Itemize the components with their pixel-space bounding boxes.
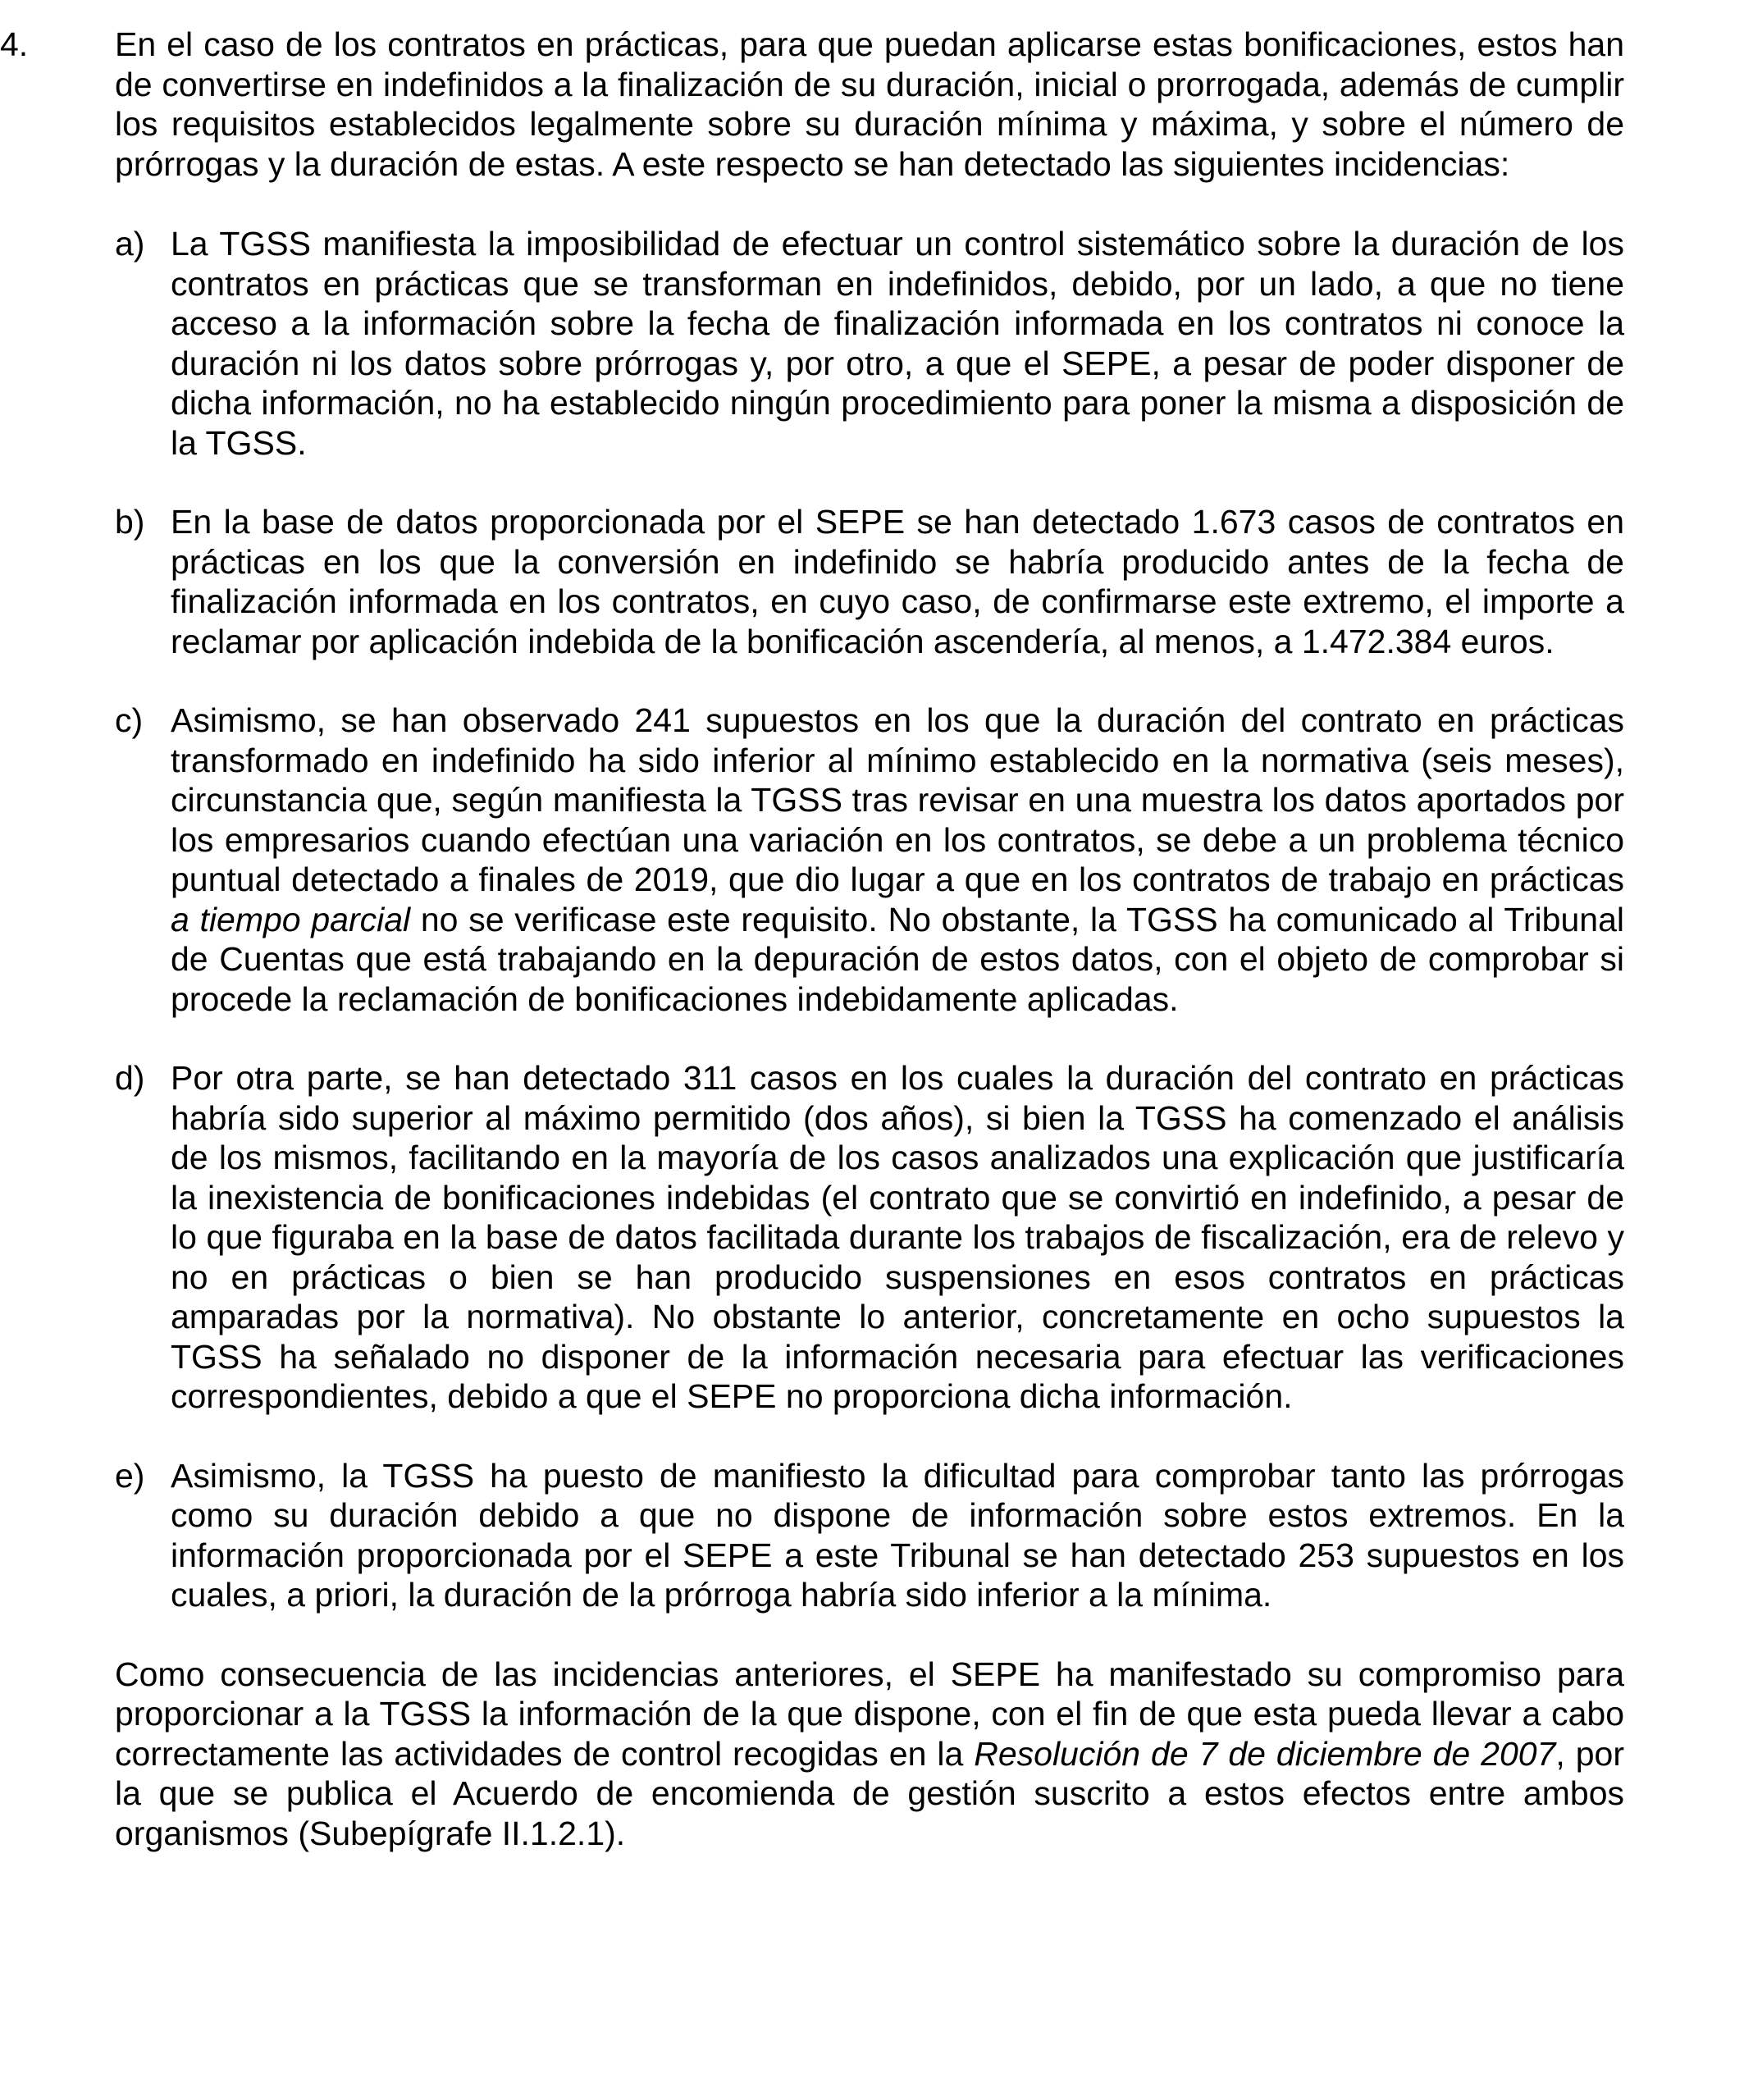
incidence-letter: e) <box>115 1456 145 1495</box>
conclusion-text-start: Como consecuencia de las incidencias anteriores, el SEPE ha manifestado su compromiso para proporcionar a la TGSS la información de la que dispone, con el fin de que esta pueda llevar a cabo correctamente las actividades de control recogidas en la <box>115 1655 1624 1773</box>
incidence-item-e <box>115 1456 1624 1615</box>
point-intro: En el caso de los contratos en prácticas, para que puedan aplicarse estas bonificaciones, estos han de convertirse en indefinidos a la finalización de su duración, inicial o prorrogada, además de cumplir los requisitos establecidos legalmente sobre su duración mínima y máxima, y sobre el número de prórrogas y la duración de estas. A este respecto se han detectado las siguientes incidencias: <box>115 25 1624 183</box>
incidence-letter: a) <box>115 225 145 262</box>
incidence-letter: d) <box>115 1059 145 1097</box>
incidence-text: Asimismo, la TGSS ha puesto de manifiesto la dificultad para comprobar tanto las prórrogas como su duración debido a que no dispone de información sobre estos extremos. En la información proporcionada por el SEPE a este Tribunal se han detectado 253 supuestos en los cuales, a priori, la duración de la prórroga habría sido inferior a la mínima. <box>171 1456 1624 1614</box>
incidence-item-c <box>115 701 1624 1019</box>
point-number: 4. <box>0 25 29 63</box>
incidence-text-end: no se verificase este requisito. No obstante, la TGSS ha comunicado al Tribunal de Cuentas que está trabajando en la depuración de estos datos, con el objeto de comprobar si procede la reclamación de bonificaciones indebidamente aplicadas. <box>171 900 1624 1018</box>
incidence-letter: b) <box>115 503 145 541</box>
conclusion-text-end: , por la que se publica el Acuerdo de encomienda de gestión suscrito a estos efectos entre ambos organismos (Subepígrafe II.1.2.1). <box>115 1734 1624 1852</box>
incidence-text: La TGSS manifiesta la imposibilidad de efectuar un control sistemático sobre la duración de los contratos en prácticas que se transforman en indefinidos, debido, por un lado, a que no tiene acceso a la información sobre la fecha de finalización informada en los contratos ni conoce la duración ni los datos sobre prórrogas y, por otro, a que el SEPE, a pesar de poder disponer de dicha información, no ha establecido ningún procedimiento para poner la misma a disposición de la TGSS. <box>171 225 1624 462</box>
incidence-letter: c) <box>115 701 144 739</box>
incidence-text <box>171 701 1624 1019</box>
incidence-text: Por otra parte, se han detectado 311 casos en los cuales la duración del contrato en prácticas habría sido superior al máximo permitido (dos años), si bien la TGSS ha comenzado el análisis de los mismos, facilitando en la mayoría de los casos analizados una explicación que justificaría la inexistencia de bonificaciones indebidas (el contrato que se convirtió en indefinido, a pesar de lo que figuraba en la base de datos facilitada durante los trabajos de fiscalización, era de relevo y no en prácticas o bien se han producido suspensiones en esos contratos en prácticas amparadas por la normativa). No obstante lo anterior, concretamente en ocho supuestos la TGSS ha señalado no disponer de la información necesaria para efectuar las verificaciones correspondientes, debido a que el SEPE no proporciona dicha información. <box>171 1059 1624 1415</box>
resolution-title: Resolución de 7 de diciembre de 2007 <box>974 1734 1556 1773</box>
incidence-item-a <box>115 224 1624 463</box>
italic-term: a tiempo parcial <box>171 900 411 938</box>
point-4 <box>0 25 1624 1853</box>
conclusion-paragraph <box>115 1655 1624 1854</box>
incidence-text: En la base de datos proporcionada por el SEPE se han detectado 1.673 casos de contratos en prácticas en los que la conversión en indefinido se habría producido antes de la fecha de finalización informada en los contratos, en cuyo caso, de confirmarse este extremo, el importe a reclamar por aplicación indebida de la bonificación ascendería, al menos, a 1.472.384 euros. <box>171 503 1624 660</box>
incidence-item-d <box>115 1058 1624 1417</box>
incidence-text-start: Asimismo, se han observado 241 supuestos en los que la duración del contrato en prácticas transformado en indefinido ha sido inferior al mínimo establecido en la normativa (seis meses), circunstancia que, según manifiesta la TGSS tras revisar en una muestra los datos aportados por los empresarios cuando efectúan una variación en los contratos, se debe a un problema técnico puntual detectado a finales de 2019, que dio lugar a que en los contratos de trabajo en prácticas <box>171 701 1624 898</box>
incidence-list <box>115 224 1624 1615</box>
incidence-item-b <box>115 502 1624 661</box>
